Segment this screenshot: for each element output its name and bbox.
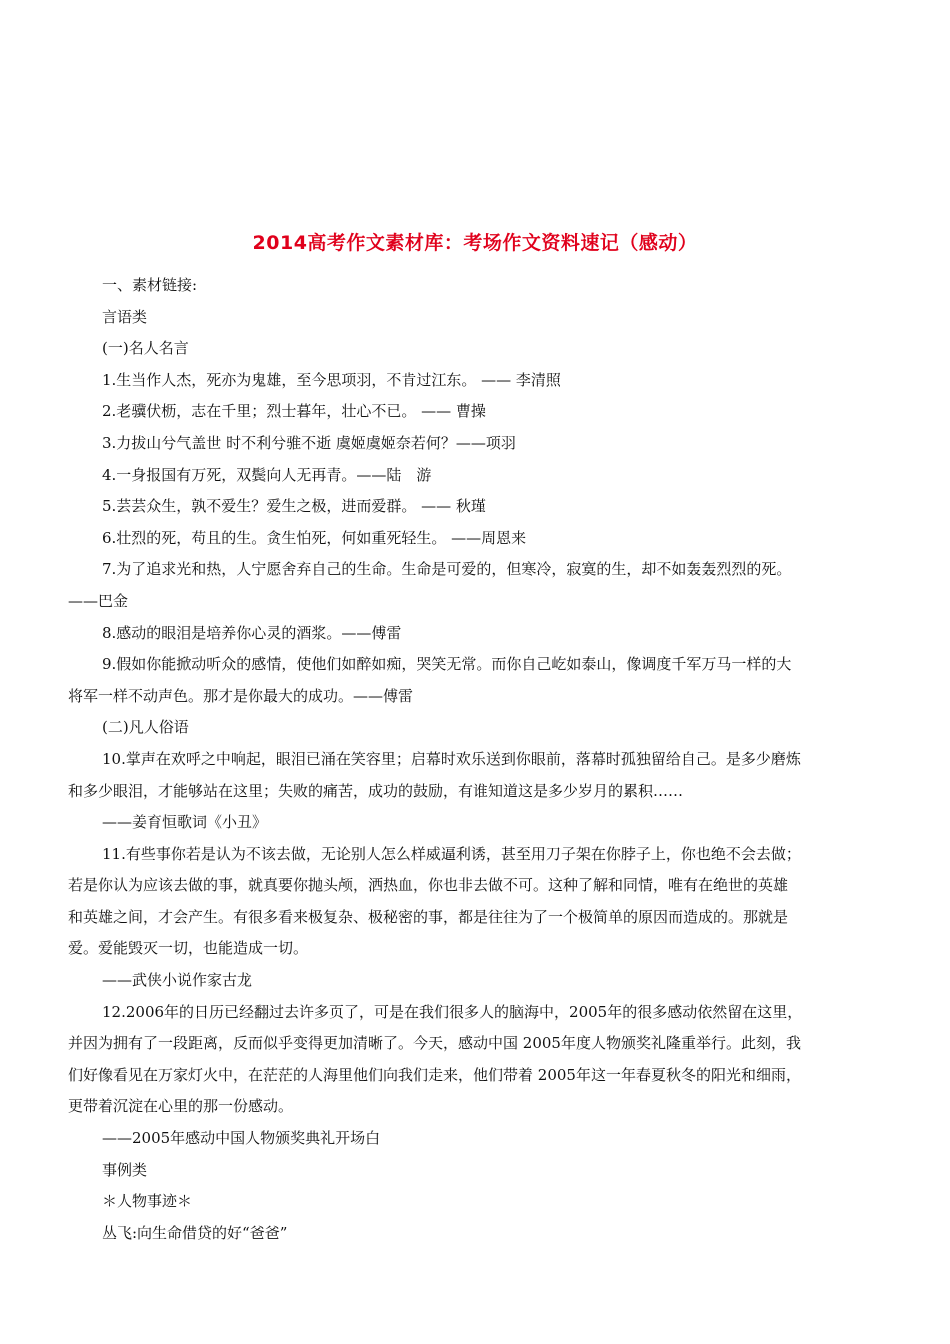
quote-11-source: ——武侠小说作家古龙 <box>102 971 253 990</box>
quote-5: 5.芸芸众生，孰不爱生？爱生之极，进而爱群。 —— 秋瑾 <box>102 497 486 516</box>
quote-6: 6.壮烈的死，苟且的生。贪生怕死，何如重死轻生。 ——周恩来 <box>102 528 527 547</box>
subheading-common-sayings: (二)凡人俗语 <box>102 718 189 737</box>
category-heading-speech: 言语类 <box>102 307 148 326</box>
document-body <box>68 270 883 1249</box>
page-title: 2014高考作文素材库：考场作文资料速记（感动） <box>252 232 698 254</box>
quote-12-line-2: 并因为拥有了一段距离，反而似乎变得更加清晰了。今天，感动中国 2005年度人物颁奖礼隆重举行。此刻，我 <box>68 1034 801 1053</box>
section-heading: 一、素材链接: <box>102 276 198 294</box>
quote-11-line-2: 若是你认为应该去做的事，就真要你抛头颅，洒热血，你也非去做不可。这种了解和同情，唯有在绝世的英雄 <box>68 876 789 895</box>
quote-8: 8.感动的眼泪是培养你心灵的酒浆。——傅雷 <box>102 623 402 642</box>
category-heading-examples: 事例类 <box>102 1160 148 1179</box>
subheading-person-stories: ＊人物事迹＊ <box>102 1192 193 1211</box>
story-title-1: 丛飞:向生命借贷的好“爸爸” <box>102 1223 288 1242</box>
quote-11-line-3: 和英雄之间，才会产生。有很多看来极复杂、极秘密的事，都是往往为了一个极简单的原因而造成的。那就是 <box>68 907 789 926</box>
quote-4: 4.一身报国有万死，双鬓向人无再青。——陆 游 <box>102 465 432 484</box>
quote-3: 3.力拔山兮气盖世 时不利兮骓不逝 虞姬虞姬奈若何？——项羽 <box>102 433 516 452</box>
quote-12-line-3: 们好像看见在万家灯火中，在茫茫的人海里他们向我们走来，他们带着 2005年这一年春夏秋冬的阳光和细雨， <box>68 1065 801 1084</box>
quote-2: 2.老骥伏枥，志在千里；烈士暮年，壮心不已。 —— 曹操 <box>102 402 486 421</box>
quote-7-line-1: 7.为了追求光和热，人宁愿舍弃自己的生命。生命是可爱的，但寒冷，寂寞的生，却不如轰轰烈烈的死。 <box>102 560 792 579</box>
quote-11-line-4: 爱。爱能毁灭一切，也能造成一切。 <box>68 939 309 958</box>
quote-7-line-2: ——巴金 <box>68 591 129 610</box>
quote-9-line-1: 9.假如你能掀动听众的感情，使他们如醉如痴，哭笑无常。而你自己屹如泰山，像调度千军万马一样的大 <box>102 655 792 674</box>
quote-1: 1.生当作人杰，死亦为鬼雄，至今思项羽，不肯过江东。 —— 李清照 <box>102 370 561 389</box>
quote-12-line-4: 更带着沉淀在心里的那一份感动。 <box>68 1097 294 1116</box>
quote-12-line-1: 12.2006年的日历已经翻过去许多页了，可是在我们很多人的脑海中，2005年的很多感动依然留在这里， <box>102 1002 803 1021</box>
subheading-famous-quotes: (一)名人名言 <box>102 339 189 358</box>
quote-12-source: ——2005年感动中国人物颁奖典礼开场白 <box>102 1129 381 1148</box>
quote-10-source: ——姜育恒歌词《小丑》 <box>102 813 268 832</box>
quote-10-line-1: 10.掌声在欢呼之中响起，眼泪已涌在笑容里；启幕时欢乐送到你眼前，落幕时孤独留给自己。是多少磨炼 <box>102 749 801 768</box>
quote-10-line-2: 和多少眼泪，才能够站在这里；失败的痛苦，成功的鼓励，有谁知道这是多少岁月的累积…… <box>68 781 684 800</box>
quote-11-line-1: 11.有些事你若是认为不该去做，无论别人怎么样威逼利诱，甚至用刀子架在你脖子上，你也绝不会去做； <box>102 844 801 863</box>
quote-9-line-2: 将军一样不动声色。那才是你最大的成功。——傅雷 <box>68 686 414 705</box>
